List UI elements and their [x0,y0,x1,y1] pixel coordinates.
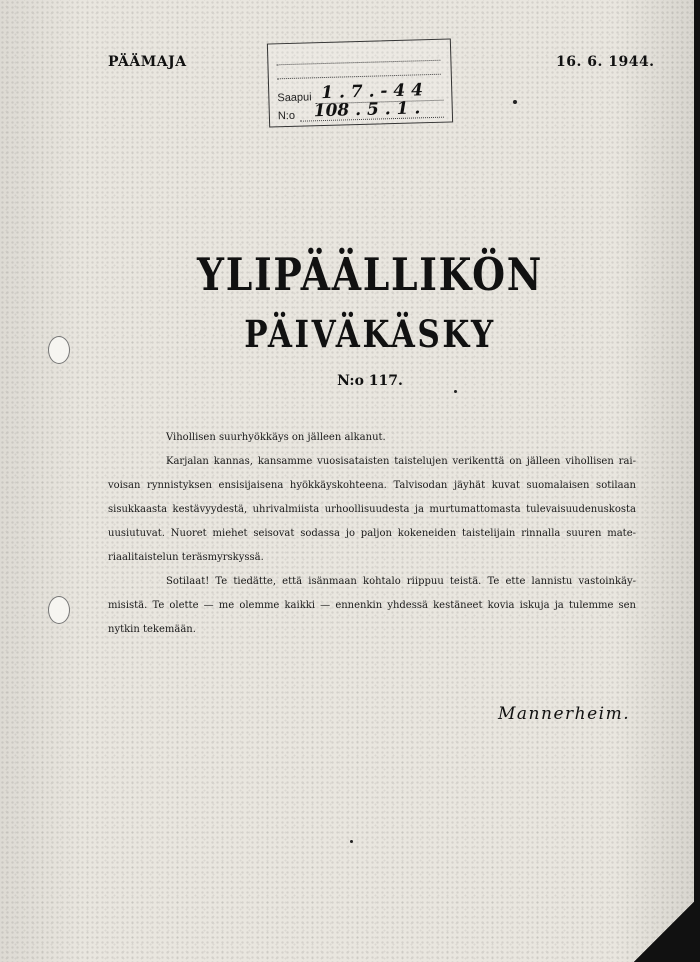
stamp-top-line [276,60,440,66]
order-title-line1: YLIPÄÄLLIKÖN [197,248,543,301]
received-stamp [267,38,453,127]
body-line: uusiutuvat. Nuoret miehet seisovat sodassa jo paljon kokeneiden taistelijain rinnalla suuren mate- [108,528,636,539]
scan-edge [694,0,700,962]
header-date: 16. 6. 1944. [556,54,655,70]
stamp-received-handwriting: 1 . 7 . - 4 4 [320,80,424,104]
body-line: Karjalan kannas, kansamme vuosisataisten taistelujen verikenttä on jälleen vihollisen rai- [166,456,636,467]
scan-speck [513,100,517,104]
body-line: Vihollisen suurhyökkäys on jälleen alkanut. [166,432,386,443]
body-line: misistä. Te olette — me olemme kaikki — ennenkin yhdessä kestäneet kovia iskuja ja tulemme sen [108,600,636,611]
body-line: voisan rynnistyksen ensisijaisena hyökkäyskohteena. Talvisodan jäyhät kuvat suomalaisen sotilaan [108,480,636,491]
signature: Mannerheim. [498,704,631,724]
folded-corner [634,902,694,962]
stamp-mid-line [277,74,441,80]
scan-speck [454,390,457,393]
body-line: riaalitaistelun teräsmyrskyssä. [108,552,264,563]
stamp-number-label: N:o [277,109,296,123]
order-title-line2: PÄIVÄKÄSKY [244,312,496,356]
body-line: sisukkaasta kestävyydestä, uhrivalmiista urhoollisuudesta ja murtumattomasta tulevaisuudenuskosta [108,504,636,515]
header-location: PÄÄMAJA [108,54,187,70]
body-line: Sotilaat! Te tiedätte, että isänmaan kohtalo riippuu teistä. Te ette lannistu vastoinkäy- [166,576,636,587]
scan-speck [350,840,353,843]
body-line: nytkin tekemään. [108,624,196,635]
stamp-number-handwriting: 108 . 5 . 1 . [313,98,421,122]
stamp-received-label: Saapui [277,91,312,105]
order-number: N:o 117. [337,373,403,389]
punch-hole-bottom [48,596,70,624]
